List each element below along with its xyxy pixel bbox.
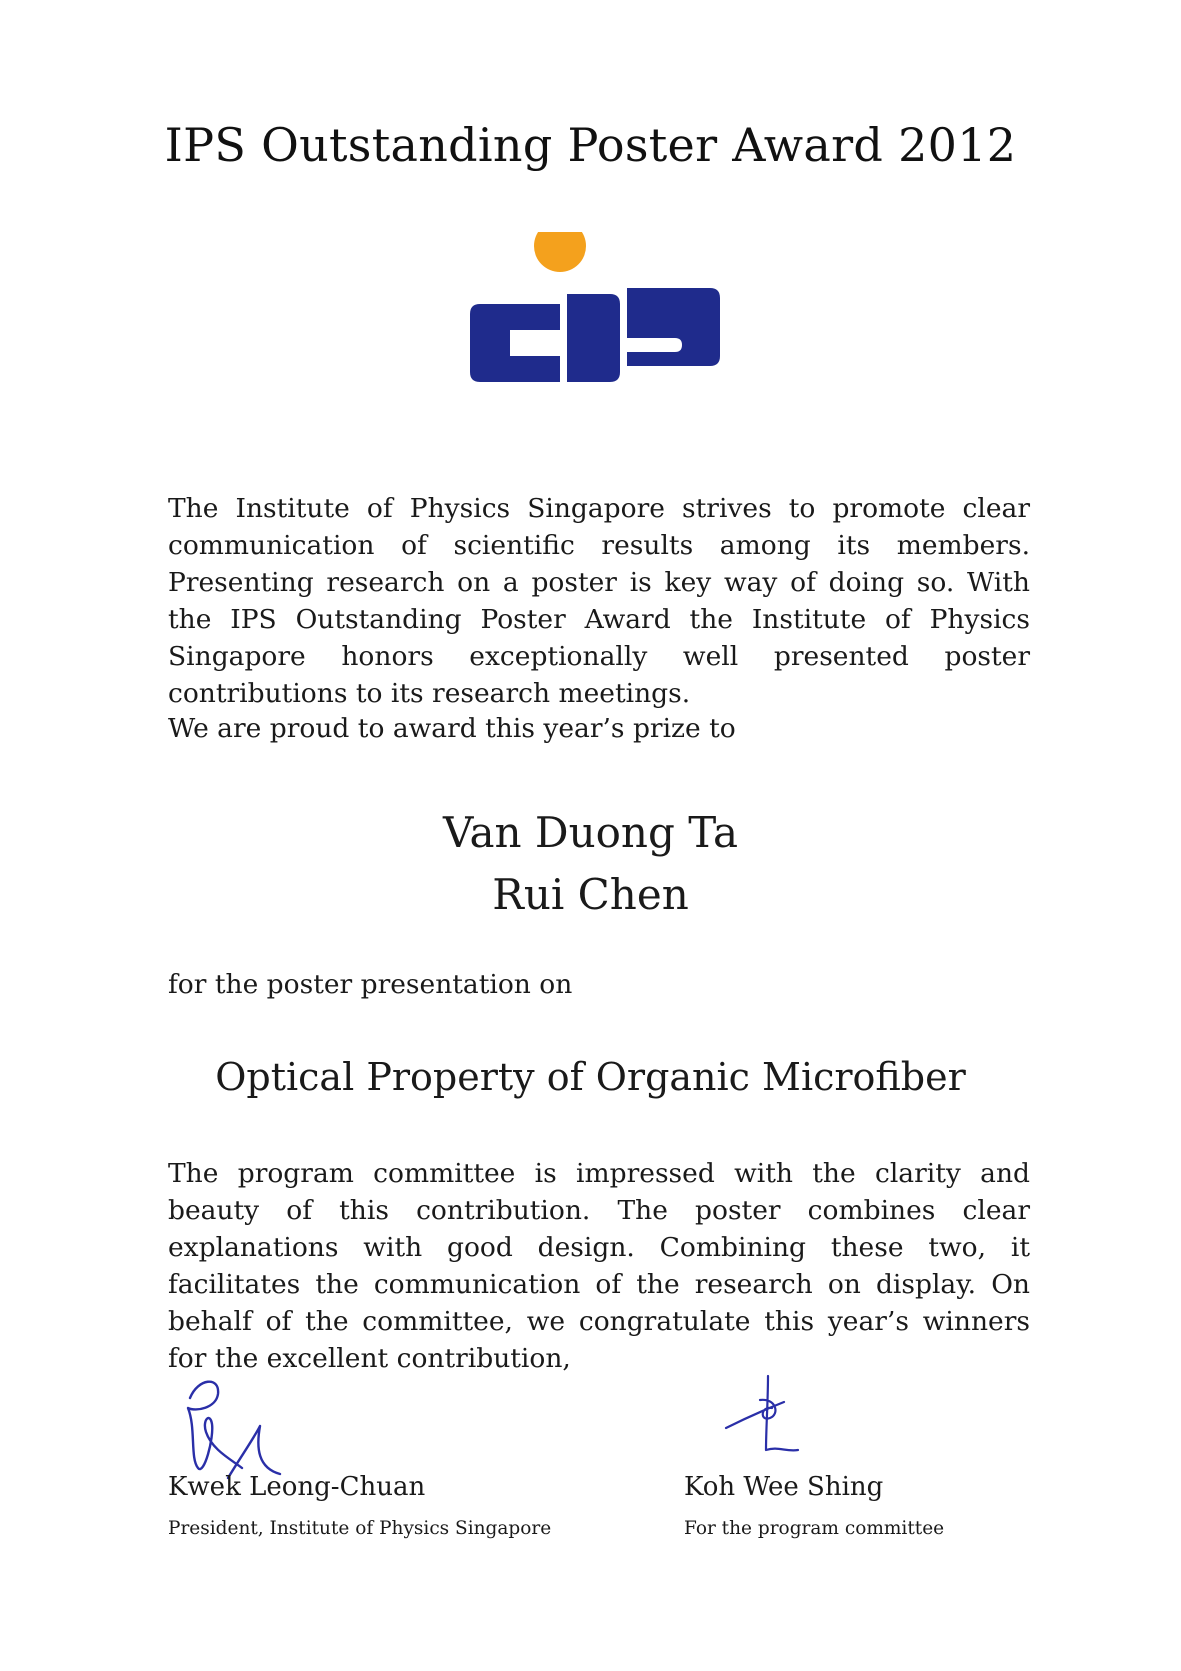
poster-title: Optical Property of Organic Microfiber	[215, 1055, 966, 1099]
intro-paragraph: The Institute of Physics Singapore strives to promote clear communication of scientific results among its members. Presenting research on a poster is key way of doing so. With the IPS Outstanding Poster Award the Institute of Physics Singapore honors exceptionally well presented poster contributions to its research meetings.	[168, 493, 1030, 709]
award-intro-line: We are proud to award this year’s prize to	[168, 713, 736, 744]
presentation-intro-line: for the poster presentation on	[168, 969, 573, 1000]
signatory-name: Kwek Leong-Chuan	[168, 1472, 426, 1502]
signature-left	[168, 1368, 298, 1488]
winners-list	[0, 802, 1181, 926]
signatory-role: President, Institute of Physics Singapore	[168, 1518, 552, 1539]
ips-logo-icon	[470, 232, 730, 412]
certificate-title: IPS Outstanding Poster Award 2012	[164, 118, 1017, 172]
signatory-role: For the program committee	[684, 1518, 945, 1539]
logo-s-block	[627, 288, 720, 366]
logo-sun-dot	[534, 232, 586, 272]
winner-name: Rui Chen	[492, 870, 689, 919]
logo-i-block	[567, 294, 620, 382]
winner-name: Van Duong Ta	[442, 808, 738, 857]
closing-paragraph: The program committee is impressed with the clarity and beauty of this contribution. The poster combines clear explanations with good design. Combining these two, it facilitates the communication of the research on display. On behalf of the committee, we congratulate this year’s winners for the excellent contribution,	[168, 1158, 1030, 1374]
signatory-right	[684, 1472, 944, 1539]
signatory-name: Koh Wee Shing	[684, 1472, 884, 1502]
signatory-left	[168, 1472, 551, 1539]
signature-right	[720, 1372, 820, 1462]
logo-c-block	[470, 304, 560, 382]
